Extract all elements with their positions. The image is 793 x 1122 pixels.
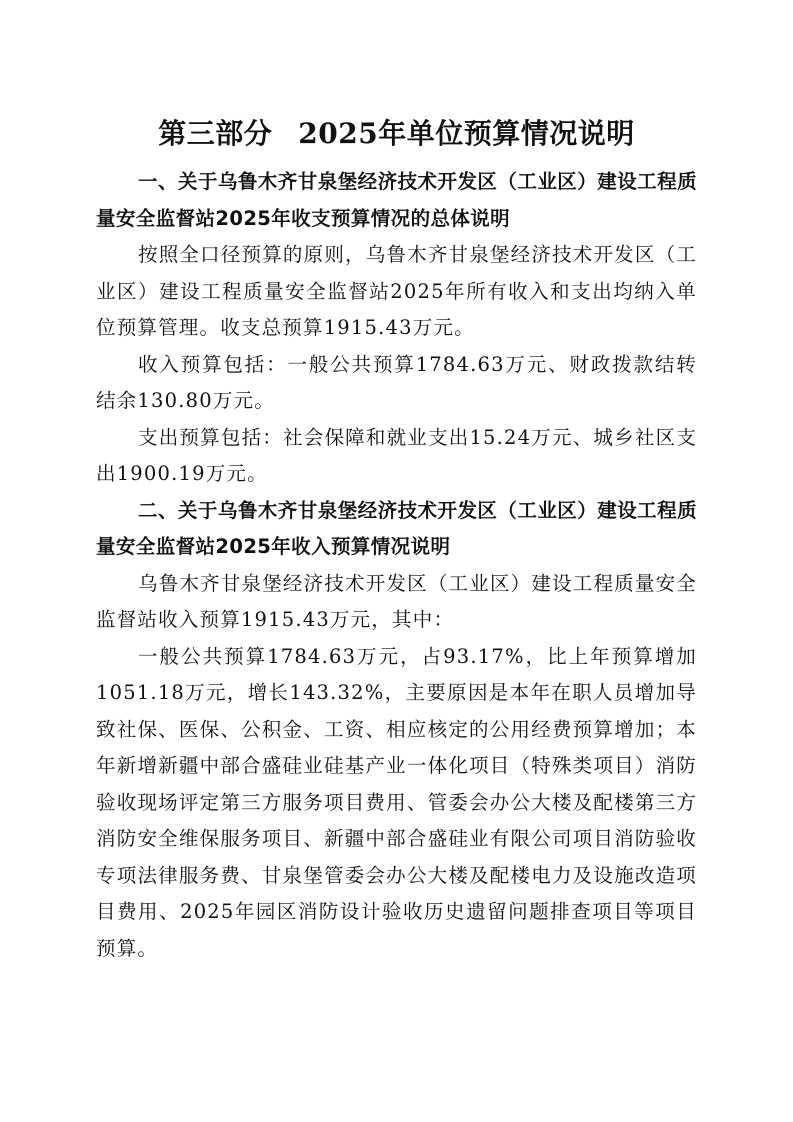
section-heading: 一、关于乌鲁木齐甘泉堡经济技术开发区（工业区）建设工程质量安全监督站2025年收支预算情况的总体说明 [96,170,697,230]
title-text: 2025年单位预算情况说明 [298,117,635,150]
paragraph: 支出预算包括：社会保障和就业支出15.24万元、城乡社区支出1900.19万元。 [96,425,697,485]
paragraph: 按照全口径预算的原则，乌鲁木齐甘泉堡经济技术开发区（工业区）建设工程质量安全监督站2025年所有收入和支出均纳入单位预算管理。收支总预算1915.43万元。 [96,243,697,339]
paragraph: 收入预算包括：一般公共预算1784.63万元、财政拨款结转结余130.80万元。 [96,352,697,412]
section-heading: 二、关于乌鲁木齐甘泉堡经济技术开发区（工业区）建设工程质量安全监督站2025年收入预算情况说明 [96,498,697,558]
section-income [96,493,697,968]
paragraph: 乌鲁木齐甘泉堡经济技术开发区（工业区）建设工程质量安全监督站收入预算1915.43万元，其中： [96,571,697,631]
section-overall [96,164,697,493]
page-title [96,112,697,156]
paragraph: 一般公共预算1784.63万元，占93.17%，比上年预算增加1051.18万元，增长143.32%，主要原因是本年在职人员增加导致社保、医保、公积金、工资、相应核定的公用经费预算增加；本年新增新疆中部合盛硅业硅基产业一体化项目（特殊类项目）消防验收现场评定第三方服务项目费用、管委会办公大楼及配楼第三方消防安全维保服务项目、新疆中部合盛硅业有限公司项目消防验收专项法律服务费、甘泉堡管委会办公大楼及配楼电力及设施改造项目费用、2025年园区消防设计验收历史遗留问题排查项目等项目预算。 [96,644,697,960]
title-part: 第三部分 [158,117,273,150]
